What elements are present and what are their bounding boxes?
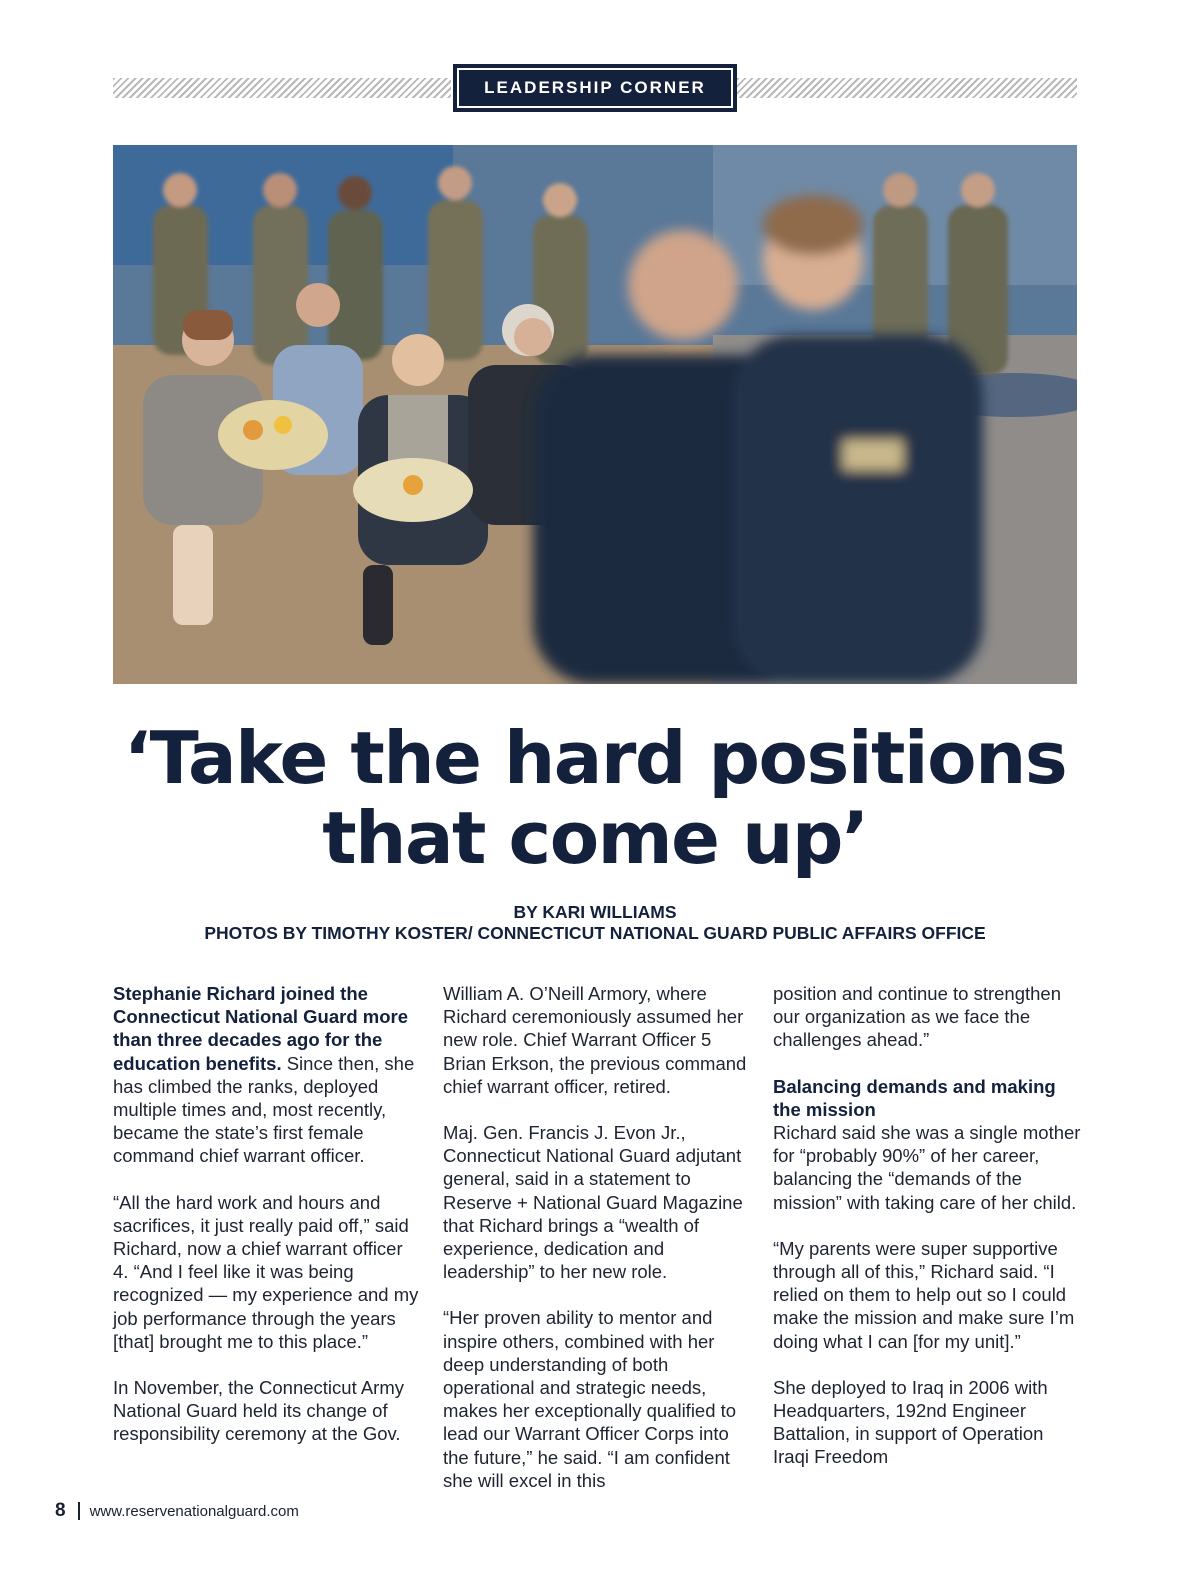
website-url[interactable]: www.reservenationalguard.com [89, 1502, 299, 1520]
photo-credit: PHOTOS BY TIMOTHY KOSTER/ CONNECTICUT NATIONAL GUARD PUBLIC AFFAIRS OFFICE [204, 923, 986, 943]
paragraph-text: Since then, she has climbed the ranks, deployed multiple times and, most recently, became the state’s first female command chief warrant officer. [113, 1052, 415, 1167]
footer-divider [78, 1502, 80, 1520]
paragraph [773, 1075, 1083, 1214]
body-column-2 [443, 982, 753, 1515]
paragraph: William A. O’Neill Armory, where Richard ceremoniously assumed her new role. Chief Warrant Officer 5 Brian Erkson, the previous command chief warrant officer, retired. [443, 983, 747, 1097]
section-header [113, 64, 1077, 112]
page-footer [55, 1500, 299, 1522]
paragraph: She deployed to Iraq in 2006 with Headquarters, 192nd Engineer Battalion, in support of Operation Iraqi Freedom [773, 1376, 1048, 1468]
section-label: LEADERSHIP CORNER [453, 64, 737, 112]
subheading: Balancing demands and making the mission [773, 1075, 1056, 1120]
paragraph [113, 982, 423, 1168]
paragraph: “My parents were super supportive through all of this,” Richard said. “I relied on them to help out so I could make the mission and make sure I’m doing what I can [for my unit].” [773, 1237, 1075, 1352]
headline-line-2: that come up’ [322, 796, 868, 880]
lead-in: Stephanie Richard joined the Connecticut National Guard more than three decades ago for the education benefits. [113, 983, 409, 1074]
paragraph: Maj. Gen. Francis J. Evon Jr., Connecticut National Guard adjutant general, said in a statement to Reserve + National Guard Magazine that Richard brings a “wealth of experience, dedication and leadership” to her new role. [443, 1122, 743, 1283]
byline [113, 902, 1077, 944]
paragraph: position and continue to strengthen our organization as we face the challenges ahead.” [773, 983, 1061, 1051]
body-column-3 [773, 982, 1083, 1492]
ceremony-photo [113, 145, 1077, 684]
headline-line-1: ‘Take the hard positions [123, 716, 1067, 800]
paragraph: In November, the Connecticut Army National Guard held its change of responsibility ceremony at the Gov. [113, 1377, 404, 1445]
hatch-divider-right [737, 78, 1077, 98]
ceremony-photo-illustration [113, 145, 1077, 684]
paragraph-text: Richard said she was a single mother for “probably 90%” of her career, balancing the “demands of the mission” with taking care of her child. [773, 1122, 1081, 1213]
article-headline [113, 718, 1077, 878]
paragraph: “Her proven ability to mentor and inspire others, combined with her deep understanding of both operational and strategic needs, makes her exceptionally qualified to lead our Warrant Officer Corps into the future,” he said. “I am confident she will excel in this [443, 1307, 737, 1491]
author-credit: BY KARI WILLIAMS [513, 902, 677, 922]
body-column-1 [113, 982, 423, 1469]
hatch-divider-left [113, 78, 451, 98]
paragraph: “All the hard work and hours and sacrifices, it just really paid off,” said Richard, now a chief warrant officer 4. “And I feel like it was being recognized — my experience and my job performance through the years [that] brought me to this place.” [113, 1191, 419, 1352]
page-number: 8 [55, 1500, 66, 1521]
